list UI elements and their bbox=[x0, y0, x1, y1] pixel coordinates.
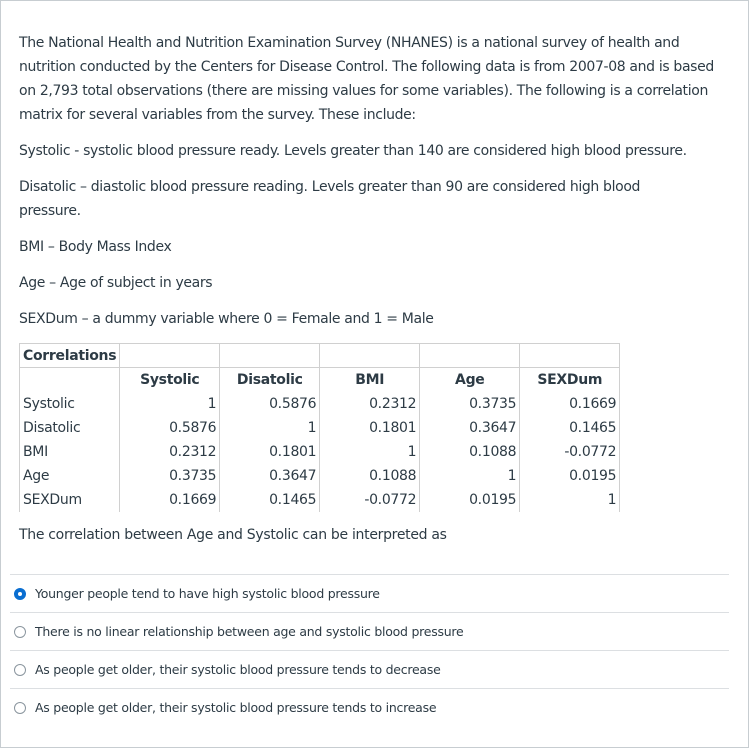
column-header: Systolic bbox=[120, 368, 220, 392]
table-cell: 1 bbox=[420, 464, 520, 488]
table-cell: 0.3735 bbox=[420, 392, 520, 416]
table-cell: 0.0195 bbox=[520, 464, 620, 488]
column-header: BMI bbox=[320, 368, 420, 392]
table-cell: 0.5876 bbox=[120, 416, 220, 440]
answer-label: Younger people tend to have high systolic blood pressure bbox=[35, 586, 380, 601]
table-cell: 0.1088 bbox=[320, 464, 420, 488]
table-cell: 0.3647 bbox=[220, 464, 320, 488]
row-label: Disatolic bbox=[20, 416, 120, 440]
row-label: Systolic bbox=[20, 392, 120, 416]
answer-label: As people get older, their systolic blood pressure tends to increase bbox=[35, 700, 437, 715]
table-row bbox=[20, 488, 620, 512]
table-cell: -0.0772 bbox=[520, 440, 620, 464]
answer-option[interactable] bbox=[10, 688, 729, 726]
systolic-definition: Systolic - systolic blood pressure ready. Levels greater than 140 are considered high blood pressure. bbox=[19, 143, 687, 159]
radio-button[interactable] bbox=[14, 626, 26, 638]
table-cell: 0.1669 bbox=[520, 392, 620, 416]
radio-button[interactable] bbox=[14, 664, 26, 676]
table-cell: 0.1801 bbox=[320, 416, 420, 440]
table-cell: 0.1669 bbox=[120, 488, 220, 512]
table-cell: -0.0772 bbox=[320, 488, 420, 512]
table-cell: 0.1801 bbox=[220, 440, 320, 464]
answer-option[interactable] bbox=[10, 574, 729, 612]
question-prompt: The correlation between Age and Systolic can be interpreted as bbox=[19, 527, 447, 543]
answer-label: There is no linear relationship between age and systolic blood pressure bbox=[35, 624, 464, 639]
table-cell: 0.5876 bbox=[220, 392, 320, 416]
table-cell: 1 bbox=[120, 392, 220, 416]
table-cell: 1 bbox=[220, 416, 320, 440]
table-caption: Correlations bbox=[20, 344, 120, 368]
table-cell: 0.2312 bbox=[120, 440, 220, 464]
column-header: SEXDum bbox=[520, 368, 620, 392]
row-label: SEXDum bbox=[20, 488, 120, 512]
table-row bbox=[20, 416, 620, 440]
table-row bbox=[20, 440, 620, 464]
table-cell: 0.1088 bbox=[420, 440, 520, 464]
column-header: Disatolic bbox=[220, 368, 320, 392]
answer-option[interactable] bbox=[10, 612, 729, 650]
table-row bbox=[20, 392, 620, 416]
table-cell: 1 bbox=[520, 488, 620, 512]
table-cell: 0.0195 bbox=[420, 488, 520, 512]
table-cell: 0.2312 bbox=[320, 392, 420, 416]
answer-option[interactable] bbox=[10, 650, 729, 688]
table-cell: 0.1465 bbox=[220, 488, 320, 512]
answer-list bbox=[10, 574, 729, 726]
age-definition: Age – Age of subject in years bbox=[19, 275, 213, 291]
table-cell: 0.3735 bbox=[120, 464, 220, 488]
table-row bbox=[20, 464, 620, 488]
table-cell: 0.1465 bbox=[520, 416, 620, 440]
row-label: Age bbox=[20, 464, 120, 488]
sexdum-definition: SEXDum – a dummy variable where 0 = Female and 1 = Male bbox=[19, 311, 434, 327]
answer-label: As people get older, their systolic blood pressure tends to decrease bbox=[35, 662, 441, 677]
table-cell: 1 bbox=[320, 440, 420, 464]
radio-button[interactable] bbox=[14, 702, 26, 714]
radio-button[interactable] bbox=[14, 588, 26, 600]
column-header: Age bbox=[420, 368, 520, 392]
table-cell: 0.3647 bbox=[420, 416, 520, 440]
diastolic-definition: Disatolic – diastolic blood pressure reading. Levels greater than 90 are considered high blood pressure. bbox=[19, 179, 641, 219]
row-label: BMI bbox=[20, 440, 120, 464]
bmi-definition: BMI – Body Mass Index bbox=[19, 239, 172, 255]
intro-paragraph: The National Health and Nutrition Examination Survey (NHANES) is a national survey of health and nutrition conducted by the Centers for Disease Control. The following data is from 2007-08 and is based on 2,793 total observations (there are missing values for some variables). The following is a correlation matrix for several variables from the survey. These include: bbox=[19, 35, 714, 123]
correlation-table bbox=[19, 343, 620, 512]
